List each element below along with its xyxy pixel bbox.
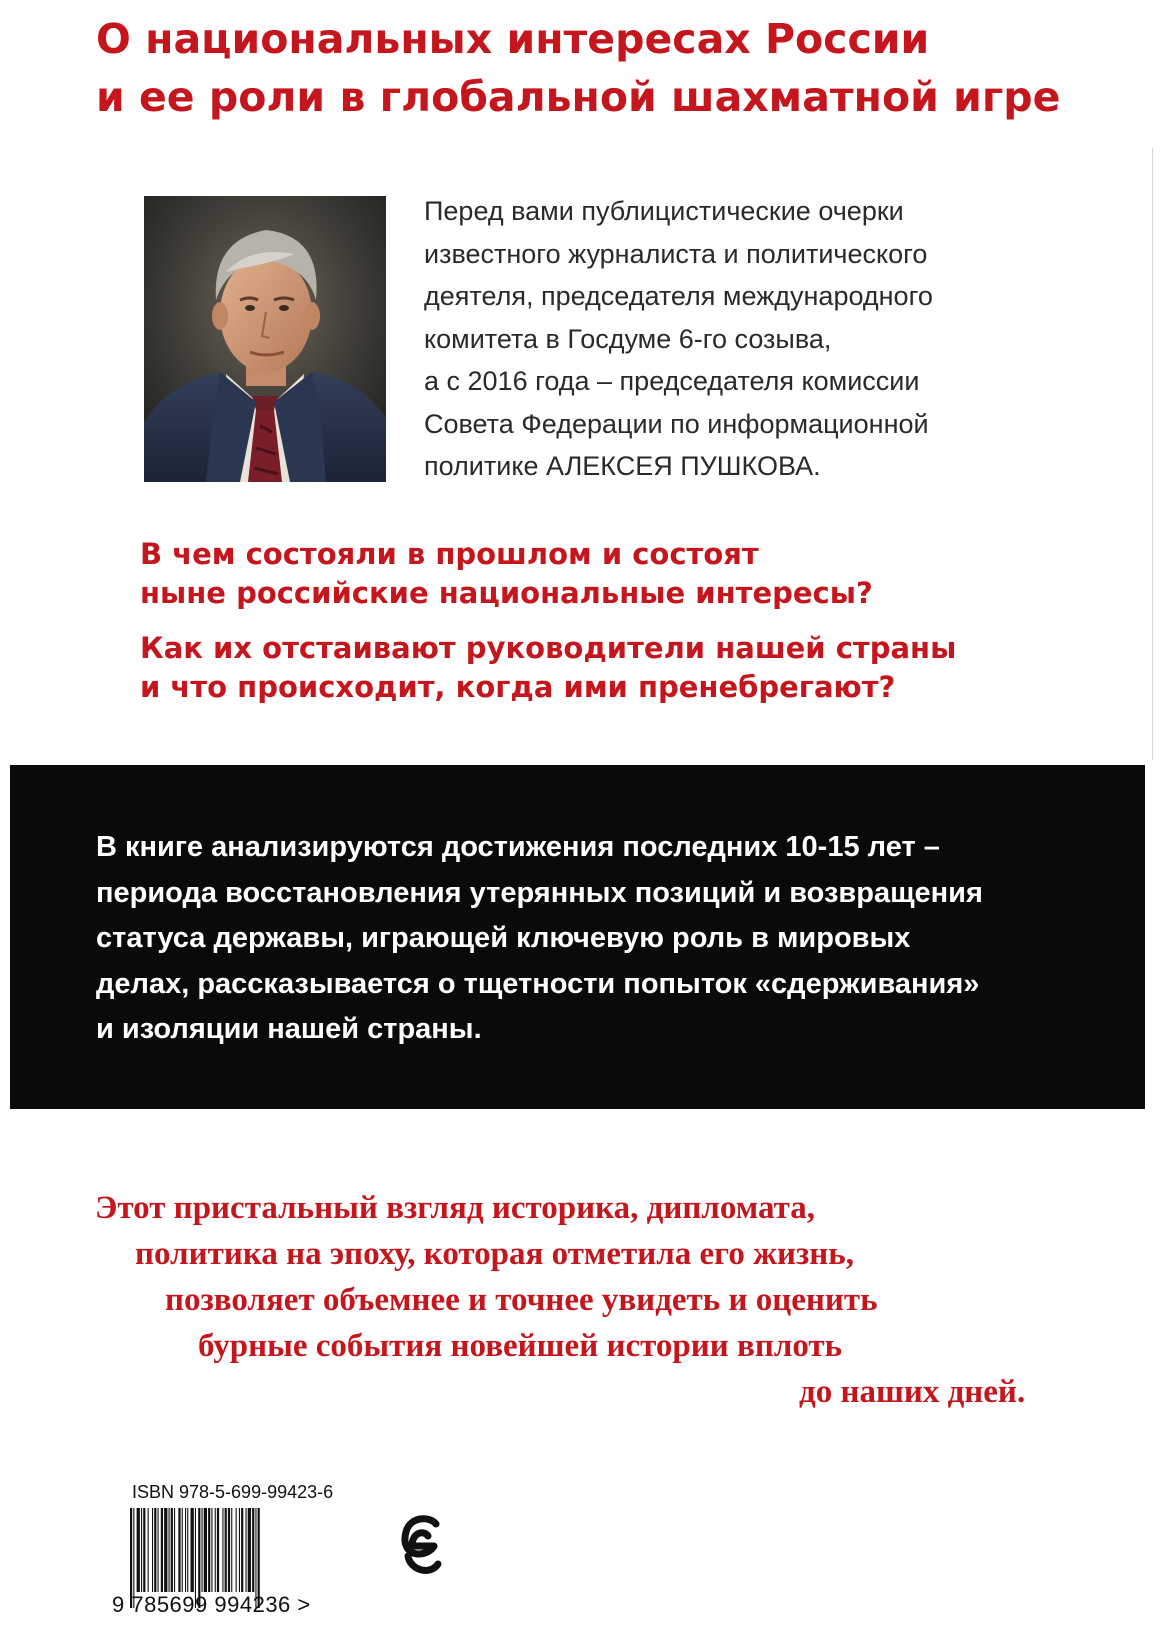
intro-line: деятеля, председателя международного: [424, 281, 933, 311]
summary-line: делах, рассказывается о тщетности попыток «сдерживания»: [96, 967, 980, 1000]
question-line: Как их отстаивают руководители нашей страны: [140, 631, 957, 665]
intro-line: политике АЛЕКСЕЯ ПУШКОВА.: [424, 451, 821, 481]
intro-line: комитета в Госдуме 6-го созыва,: [424, 323, 832, 354]
summary-line: и изоляции нашей страны.: [96, 1013, 482, 1046]
page-edge-line: [1152, 148, 1153, 760]
barcode-digits: 9 785699 994236 >: [112, 1592, 311, 1617]
summary-line: периода восстановления утерянных позиций и возвращения: [96, 876, 983, 909]
headline-line-1: О национальных интересах России: [96, 15, 930, 63]
intro-line: Перед вами публицистические очерки: [424, 196, 904, 226]
intro-line: Совета Федерации по информационной: [424, 408, 929, 439]
question-2: [140, 629, 1140, 707]
question-line: В чем состояли в прошлом и состоят: [140, 537, 759, 571]
summary-band: [10, 765, 1145, 1109]
question-1: [140, 535, 1140, 613]
quote-line: политика на эпоху, которая отметила его жизнь,: [135, 1236, 854, 1272]
quote-line: бурные события новейшей истории вплоть: [198, 1328, 843, 1364]
author-portrait: [144, 196, 386, 482]
summary-line: статуса державы, играющей ключевую роль в мировых: [96, 922, 911, 955]
summary-paragraph: [96, 825, 1126, 1053]
intro-paragraph: [424, 190, 1124, 488]
quote-line: до наших дней.: [799, 1374, 1026, 1410]
eksmo-logo-icon: [400, 1512, 444, 1582]
question-line: ныне российские национальные интересы?: [140, 576, 873, 610]
intro-line: а с 2016 года – председателя комиссии: [424, 366, 920, 396]
quote-line: Этот пристальный взгляд историка, дипломата,: [95, 1190, 816, 1226]
intro-line: известного журналиста и политического: [424, 238, 928, 269]
headline-line-2: и ее роли в глобальной шахматной игре: [96, 73, 1061, 121]
questions-block: [140, 535, 1140, 723]
quote-line: позволяет объемнее и точнее увидеть и оценить: [165, 1282, 878, 1318]
question-line: и что происходит, когда ими пренебрегают?: [140, 670, 896, 704]
cover-headline: [96, 10, 1136, 126]
summary-line: В книге анализируются достижения последних 10-15 лет –: [96, 831, 940, 863]
isbn-number: ISBN 978-5-699-99423-6: [132, 1482, 334, 1502]
